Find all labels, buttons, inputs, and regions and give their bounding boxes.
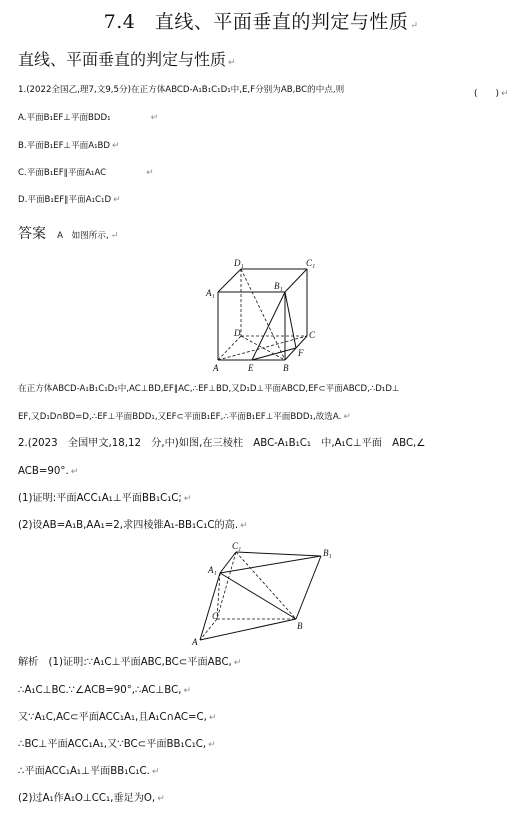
edge-a1b1 xyxy=(220,556,321,573)
q1-answer-bracket: ( ) ↵ xyxy=(474,89,509,99)
fig1-label-d1: D₁ xyxy=(234,258,244,268)
fig1-label-d: D xyxy=(234,328,241,338)
edge-c1c xyxy=(217,552,236,619)
q1-option-b: B.平面B₁EF⊥平面A₁BD ↵ xyxy=(18,141,120,151)
fig2-label-a1: A₁ xyxy=(208,565,217,575)
edge-b1c1 xyxy=(285,269,307,292)
q2-analysis-line-1: 解析 (1)证明:∵A₁C⊥平面ABC,BC⊂平面ABC, ↵ xyxy=(18,657,242,668)
q2-stem-line-1: 2.(2023 全国甲文,18,12 分,中)如图,在三棱柱 ABC-A₁B₁C₁ 中,A₁C⊥平面 ABC,∠ xyxy=(18,438,426,449)
edge-a1d1 xyxy=(218,269,241,292)
edge-b1b xyxy=(296,556,321,619)
fig1-label-a1: A₁ xyxy=(206,288,215,298)
fig1-label-f: F xyxy=(298,348,304,358)
fig1-label-b: B xyxy=(283,363,289,373)
q2-analysis-line-5: ∴平面ACC₁A₁⊥平面BB₁C₁C. ↵ xyxy=(18,766,160,777)
prism-figure xyxy=(190,540,340,650)
diag-bd xyxy=(241,336,285,360)
fig2-label-b: B xyxy=(297,621,303,631)
fig2-label-c: C xyxy=(212,611,219,621)
fig1-label-c1: C₁ xyxy=(306,258,316,268)
edge-a1b xyxy=(220,573,296,619)
q2-analysis-line-2: ∴A₁C⊥BC.∵∠ACB=90°,∴AC⊥BC, ↵ xyxy=(18,685,191,696)
fig1-label-e: E xyxy=(248,363,254,373)
fig1-label-c: C xyxy=(309,330,316,340)
fig2-label-b1: B₁ xyxy=(323,548,332,558)
edge-a1a xyxy=(200,573,220,640)
q1-solution-line-1: 在正方体ABCD-A₁B₁C₁D₁中,AC⊥BD,EF∥AC,∴EF⊥BD,又D₁D⊥平面ABCD,EF⊂平面ABCD,∴D₁D⊥ xyxy=(18,384,400,394)
edge-ad xyxy=(218,336,241,360)
q2-analysis-line-4: ∴BC⊥平面ACC₁A₁,又∵BC⊂平面BB₁C₁C, ↵ xyxy=(18,739,216,750)
cube-figure xyxy=(196,252,332,376)
fig2-label-c1: C₁ xyxy=(232,541,242,551)
q2-part-2: (2)设AB=A₁B,AA₁=2,求四棱锥A₁-BB₁C₁C的高. ↵ xyxy=(18,520,248,531)
edge-a1c1 xyxy=(220,552,236,573)
q1-stem: 1.(2022全国乙,理7,文9,5分)在正方体ABCD-A₁B₁C₁D₁中,E,F分别为AB,BC的中点,则 xyxy=(18,85,345,95)
edge-ab xyxy=(200,619,296,640)
q2-part-1: (1)证明:平面ACC₁A₁⊥平面BB₁C₁C; ↵ xyxy=(18,493,192,504)
q2-analysis-line-6: (2)过A₁作A₁O⊥CC₁,垂足为O, ↵ xyxy=(18,793,165,804)
fig1-label-b1: B₁ xyxy=(274,281,283,291)
edge-b1f xyxy=(285,292,296,348)
q2-stem-line-2: ACB=90°. ↵ xyxy=(18,466,79,477)
q1-option-c: C.平面B₁EF∥平面A₁AC ↵ xyxy=(18,168,154,178)
fig2-label-a: A xyxy=(192,637,198,647)
edge-c1b1 xyxy=(236,552,321,556)
q1-option-d: D.平面B₁EF∥平面A₁C₁D ↵ xyxy=(18,195,121,205)
fig1-label-a: A xyxy=(213,363,219,373)
section-heading: 直线、平面垂直的判定与性质 ↵ xyxy=(18,50,236,69)
q1-solution-line-2: EF,又D₁D∩BD=D,∴EF⊥平面BDD₁,又EF⊂平面B₁EF,∴平面B₁EF⊥平面BDD₁,故选A. ↵ xyxy=(18,412,351,422)
q1-answer: 答案 A 如图所示, ↵ xyxy=(18,226,119,242)
q1-option-a: A.平面B₁EF⊥平面BDD₁ ↵ xyxy=(18,113,159,123)
q2-analysis-line-3: 又∵A₁C,AC⊂平面ACC₁A₁,且A₁C∩AC=C, ↵ xyxy=(18,712,217,723)
page-title: 7.4 直线、平面垂直的判定与性质 ↵ xyxy=(103,11,419,33)
diag-ac xyxy=(218,336,307,360)
